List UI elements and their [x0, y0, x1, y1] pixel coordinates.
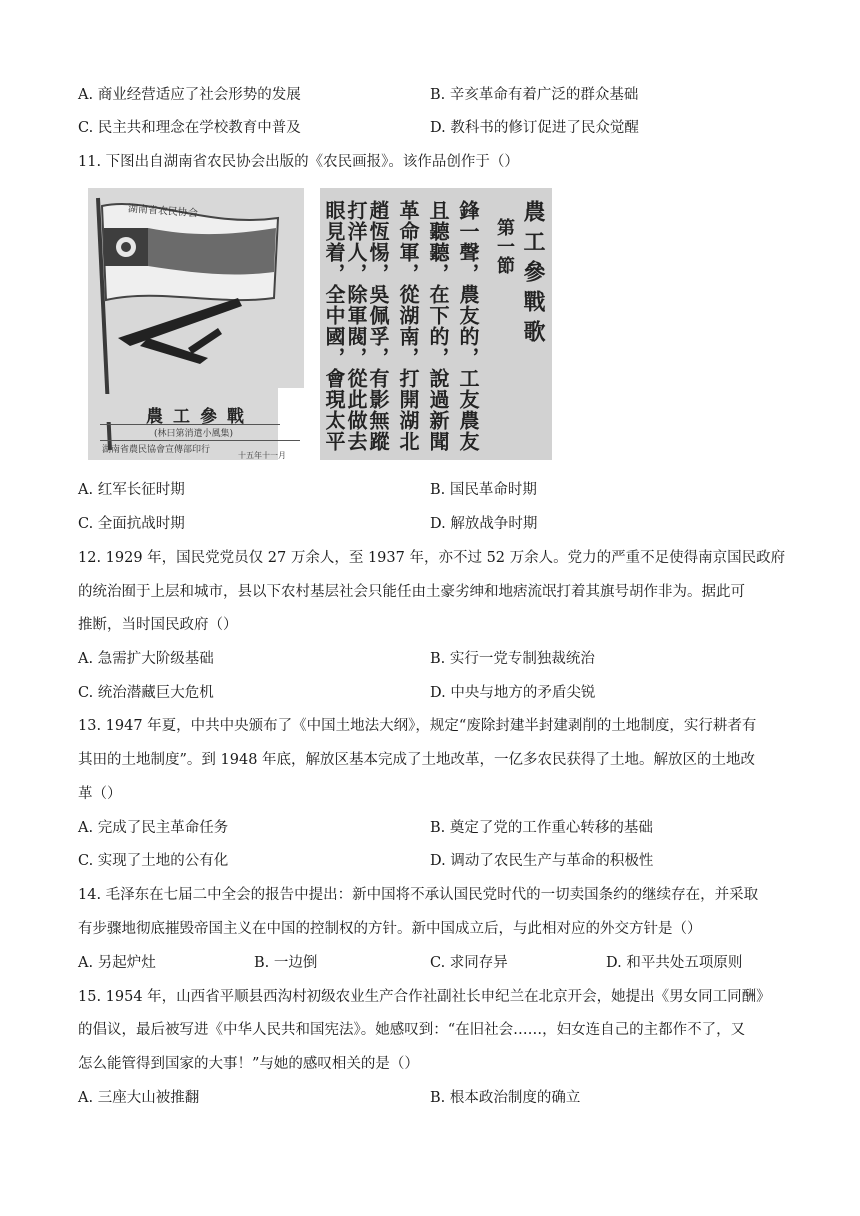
song-column-4: 趙恆惕，吳佩孚，有影無蹤 [366, 200, 390, 452]
song-column-3: 革命軍，從湖南，打開湖北 [396, 200, 420, 452]
song-column-2: 且聽聽，在下的，說過新聞 [426, 200, 450, 452]
q12-option-c: C. 统治潜藏巨大危机 [78, 685, 214, 701]
q14-option-a: A. 另起炉灶 [78, 955, 156, 971]
q15-stem-line-1: 15. 1954 年，山西省平顺县西沟村初级农业生产合作社副社长申纪兰在北京开会，她提出《男女同工同酬》 [78, 989, 771, 1005]
song-column-1: 鋒一聲，農友的，工友農友 [456, 200, 480, 452]
song-text-panel [320, 188, 552, 460]
q11-option-d: D. 解放战争时期 [430, 516, 538, 532]
q15-stem-line-3: 怎么能管得到国家的大事！”与她的感叹相关的是（） [78, 1056, 419, 1072]
q15-stem-line-2: 的倡议，最后被写进《中华人民共和国宪法》。她感叹到：“在旧社会……，妇女连自己的主都作不了，又 [78, 1022, 746, 1038]
q14-stem-line-2: 有步骤地彻底摧毁帝国主义在中国的控制权的方针。新中国成立后，与此相对应的外交方针是（） [78, 921, 702, 937]
q10-option-c: C. 民主共和理念在学校教育中普及 [78, 120, 301, 136]
song-column-5: 打洋人，除軍閥，從此做去 [344, 200, 368, 452]
q10-option-b: B. 辛亥革命有着广泛的群众基础 [430, 87, 639, 103]
q13-stem-line-2: 其田的土地制度”。到 1948 年底，解放区基本完成了土地改革，一亿多农民获得了土地。解放区的土地改 [78, 752, 756, 768]
banner-text: 湖南省农民协会 [127, 203, 199, 220]
song-title: 農工參戰歌 [520, 200, 546, 350]
q10-option-d: D. 教科书的修订促进了民众觉醒 [430, 120, 639, 136]
q12-stem-line-3: 推断，当时国民政府（） [78, 617, 238, 633]
q12-option-b: B. 实行一党专制独裁统治 [430, 651, 595, 667]
q11-option-a: A. 红军长征时期 [78, 482, 185, 498]
song-section: 第一節 [494, 218, 515, 275]
q13-option-b: B. 奠定了党的工作重心转移的基础 [430, 820, 653, 836]
poster-left-panel [88, 188, 304, 460]
q13-option-d: D. 调动了农民生产与革命的积极性 [430, 853, 654, 869]
q12-stem-line-1: 12. 1929 年，国民党党员仅 27 万余人，至 1937 年，亦不过 52 万余人。党力的严重不足使得南京国民政府 [78, 550, 786, 566]
q11-option-b: B. 国民革命时期 [430, 482, 537, 498]
q12-option-d: D. 中央与地方的矛盾尖锐 [430, 685, 596, 701]
poster-caption-2: 湖南省農民協會宣傳部印行 [102, 445, 211, 455]
q12-stem-line-2: 的统治囿于上层和城市，县以下农村基层社会只能任由土豪劣绅和地痞流氓打着其旗号胡作非为。据此可 [78, 584, 745, 600]
q14-option-d: D. 和平共处五项原则 [606, 955, 743, 971]
q15-option-a: A. 三座大山被推翻 [78, 1090, 200, 1106]
q13-stem-line-3: 革（） [78, 786, 122, 802]
q13-stem-line-1: 13. 1947 年夏，中共中央颁布了《中国土地法大纲》，规定“废除封建半封建剥削的土地制度，实行耕者有 [78, 718, 757, 734]
q10-option-a: A. 商业经营适应了社会形势的发展 [78, 87, 301, 103]
poster-title: 農工參戰 [146, 407, 254, 427]
q11-option-c: C. 全面抗战时期 [78, 516, 185, 532]
q14-stem-line-1: 14. 毛泽东在七届二中全会的报告中提出：新中国将不承认国民党时代的一切卖国条约的继续存在，并采取 [78, 887, 759, 903]
poster-caption-1: (林曰第消遣小風集) [154, 429, 234, 439]
poster-caption-3: 十五年十一月 [238, 451, 286, 460]
q15-option-b: B. 根本政治制度的确立 [430, 1090, 581, 1106]
q14-option-c: C. 求同存异 [430, 955, 508, 971]
q12-option-a: A. 急需扩大阶级基础 [78, 651, 214, 667]
q14-option-b: B. 一边倒 [254, 955, 318, 971]
q11-stem: 11. 下图出自湖南省农民协会出版的《农民画报》。该作品创作于（） [78, 154, 519, 170]
q13-option-a: A. 完成了民主革命任务 [78, 820, 229, 836]
song-column-6: 眼見着，全中國，會現太平 [322, 200, 346, 452]
q13-option-c: C. 实现了土地的公有化 [78, 853, 229, 869]
